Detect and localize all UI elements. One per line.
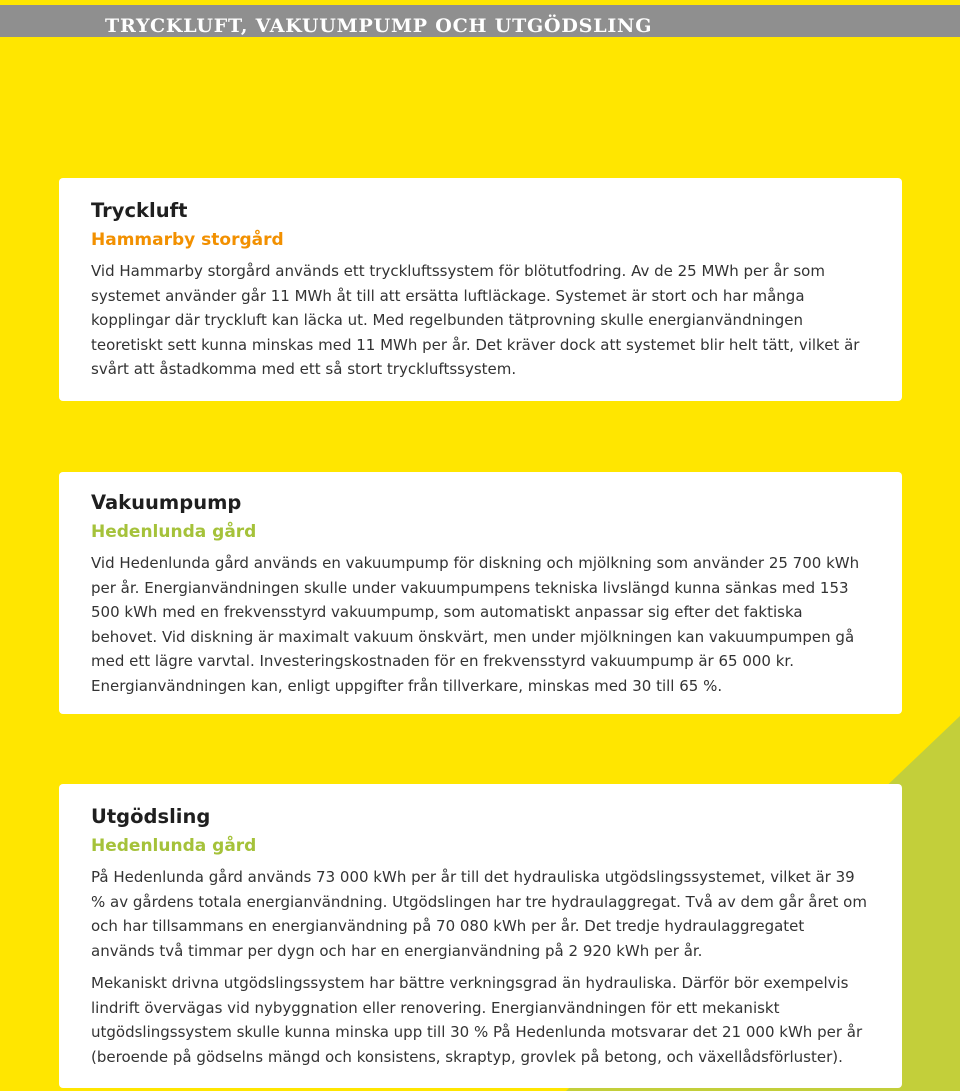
section-heading: Tryckluft — [91, 199, 188, 222]
page-title: TRYCKLUFT, VAKUUMPUMP OCH UTGÖDSLING — [105, 15, 653, 37]
section-paragraph: På Hedenlunda gård används 73 000 kWh per år till det hydrauliska utgödslingssystemet, vilket är 39 % av gårdens totala energianvändning. Utgödslingen har tre hydraulaggregat. Två av dem går året om och har tillsammans en energianvändning på 70 080 kWh per år. Det tredje hydraulaggregatet används två timmar per dygn och har en energianvändning på 2 920 kWh per år. — [91, 868, 867, 960]
card-utgodsling — [59, 784, 902, 1088]
section-subheading: Hedenlunda gård — [91, 522, 257, 542]
header-bar — [0, 5, 960, 37]
card-tryckluft — [59, 178, 902, 401]
section-paragraph: Vid Hedenlunda gård används en vakuumpump för diskning och mjölkning som använder 25 700 kWh per år. Energianvändningen skulle under vakuumpumpens tekniska livslängd kunna sänkas med 153 500 kWh med en frekvensstyrd vakuumpump, som automatiskt anpassar sig efter det faktiska behovet. Vid diskning är maximalt vakuum önskvärt, men under mjölkningen kan vakuumpumpen gå med ett lägre varvtal. Investeringskostnaden för en frekvensstyrd vakuumpump är 65 000 kr. Energianvändningen kan, enligt uppgifter från tillverkare, minskas med 30 till 65 %. — [91, 554, 860, 695]
section-heading: Vakuumpump — [91, 491, 242, 514]
section-heading: Utgödsling — [91, 805, 211, 828]
section-subheading: Hedenlunda gård — [91, 836, 257, 856]
section-subheading: Hammarby storgård — [91, 230, 284, 250]
section-paragraph: Vid Hammarby storgård används ett tryckluftssystem för blötutfodring. Av de 25 MWh per år som systemet använder går 11 MWh åt till att ersätta luftläckage. Systemet är stort och har många kopplingar där tryckluft kan läcka ut. Med regelbunden tätprovning skulle energianvändningen teoretiskt sett kunna minskas med 11 MWh per år. Det kräver dock att systemet blir helt tätt, vilket är svårt att åstadkomma med ett så stort tryckluftssystem. — [91, 262, 860, 378]
card-vakuumpump — [59, 472, 902, 714]
section-paragraph: Mekaniskt drivna utgödslingssystem har bättre verkningsgrad än hydrauliska. Därför bör exempelvis lindrift övervägas vid nybyggnation eller renovering. Energianvändningen för ett mekaniskt utgödslingssystem skulle kunna minska upp till 30 % På Hedenlunda motsvarar det 21 000 kWh per år (beroende på gödselns mängd och konsistens, skraptyp, grovlek på betong, och växellådsförluster). — [91, 974, 863, 1066]
